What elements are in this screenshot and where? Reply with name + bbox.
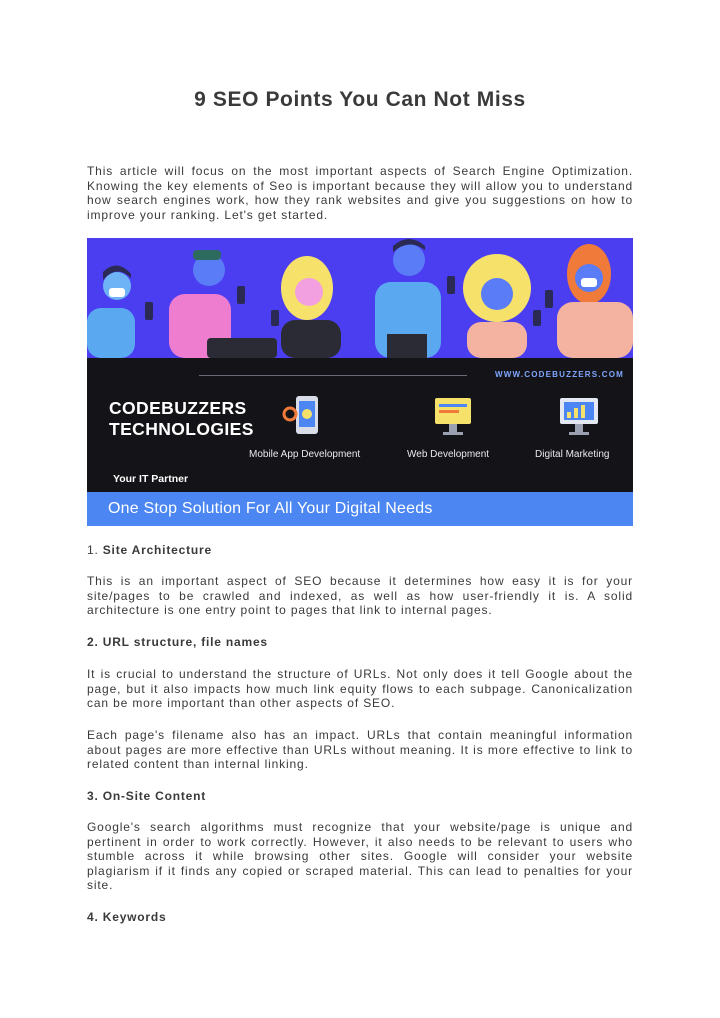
person-illustration (87, 265, 153, 358)
brand-line-2: TECHNOLOGIES (109, 419, 254, 439)
section-heading (87, 789, 633, 803)
section-title: URL structure, file names (102, 635, 268, 649)
section-heading (87, 910, 633, 924)
section-paragraph: This is an important aspect of SEO because it determines how easy it is for your site/pages to be crawled and indexed, as well as how user-friendly it is. A solid architecture is one entry point to pages that link to internal pages. (87, 574, 633, 618)
person-illustration (375, 239, 455, 358)
section-paragraph: It is crucial to understand the structure of URLs. Not only does it tell Google about the page, but it also impacts how much link equity flows to each subpage. Canonicalization can be more important than other aspects of SEO. (87, 667, 633, 711)
section-title: Keywords (102, 910, 167, 924)
banner-url: WWW.CODEBUZZERS.COM (495, 370, 625, 379)
section-heading (87, 543, 633, 557)
service-label-web: Web Development (407, 449, 490, 460)
person-illustration (545, 244, 633, 358)
divider (199, 375, 467, 376)
intro-paragraph: This article will focus on the most important aspects of Search Engine Optimization. Knowing the key elements of Seo is important because they will allow you to understand how search engines work, how they rank websites and give you suggestions on how to improve your ranking. Let's get started. (87, 164, 633, 222)
section-paragraph: Each page's filename also has an impact. URLs that contain meaningful information about pages are more effective than URLs without meaning. It is more effective to link to related content than internal linking. (87, 728, 633, 772)
section-number: 4. (87, 910, 99, 924)
section-number: 3. (87, 789, 99, 803)
service-label-marketing: Digital Marketing (535, 449, 610, 460)
banner-strip-text: One Stop Solution For All Your Digital Needs (108, 500, 433, 517)
service-label-mobile: Mobile App Development (249, 449, 361, 460)
page-title: 9 SEO Points You Can Not Miss (194, 88, 526, 111)
brand-line-1: CODEBUZZERS (109, 398, 247, 418)
section-heading (87, 635, 633, 649)
brand-name (109, 398, 254, 440)
section-number: 1. (87, 543, 99, 557)
banner-image (87, 238, 633, 526)
tagline: Your IT Partner (113, 473, 189, 485)
person-illustration (463, 254, 541, 358)
section-title: On-Site Content (102, 789, 207, 803)
mobile-app-icon (282, 394, 326, 438)
person-illustration (271, 256, 341, 358)
digital-marketing-icon (557, 394, 601, 438)
section-title: Site Architecture (102, 543, 212, 557)
people-illustration (87, 238, 633, 358)
web-dev-icon (431, 394, 475, 438)
section-number: 2. (87, 635, 99, 649)
section-paragraph: Google's search algorithms must recognize that your website/page is unique and pertinent in order to work correctly. However, it also needs to be relevant to users who stumble across it while browsing other sites. Google will consider your website plagiarism if it finds any copied or scraped material. This can lead to penalties for your site. (87, 820, 633, 893)
